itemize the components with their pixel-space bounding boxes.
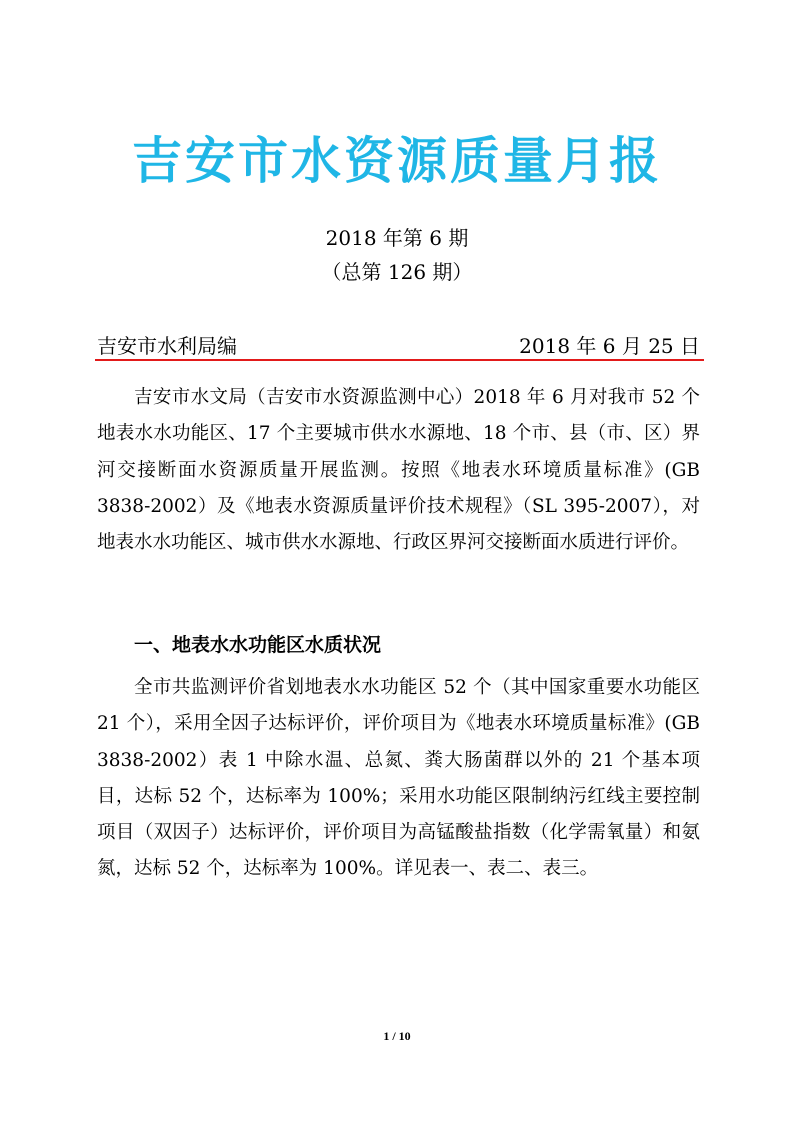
section-heading: 一、地表水水功能区水质状况 bbox=[134, 634, 382, 656]
intro-paragraph: 吉安市水文局（吉安市水资源监测中心）2018 年 6 月对我市 52 个地表水水功能区、17 个主要城市供水水源地、18 个市、县（市、区）界河交接断面水资源质量开展监测。按照《地表水环境质量标准》(GB 3838-2002）及《地表水资源质量评价技术规程》（SL 395-2007），对地表水水功能区、城市供水水源地、行政区界河交接断面水质进行评价。 bbox=[97, 387, 700, 554]
issue-number: 2018 年第 6 期 bbox=[325, 226, 469, 250]
report-title: 吉安市水资源质量月报 bbox=[132, 132, 662, 190]
editor-name: 吉安市水利局编 bbox=[97, 334, 237, 358]
total-issue-number: （总第 126 期） bbox=[321, 260, 473, 284]
page-number: 1 / 10 bbox=[383, 1029, 411, 1043]
publish-date: 2018 年 6 月 25 日 bbox=[519, 334, 700, 358]
section-paragraph: 全市共监测评价省划地表水水功能区 52 个（其中国家重要水功能区 21 个），采用全因子达标评价，评价项目为《地表水环境质量标准》(GB 3838-2002）表 1 中除水温、总氮、粪大肠菌群以外的 21 个基本项目，达标 52 个，达标率为 100%；采用水功能区限制纳污红线主要控制项目（双因子）达标评价，评价项目为高锰酸盐指数（化学需氧量）和氨氮，达标 52 个，达标率为 100%。详见表一、表二、表三。 bbox=[97, 677, 700, 880]
header-divider bbox=[95, 359, 704, 361]
